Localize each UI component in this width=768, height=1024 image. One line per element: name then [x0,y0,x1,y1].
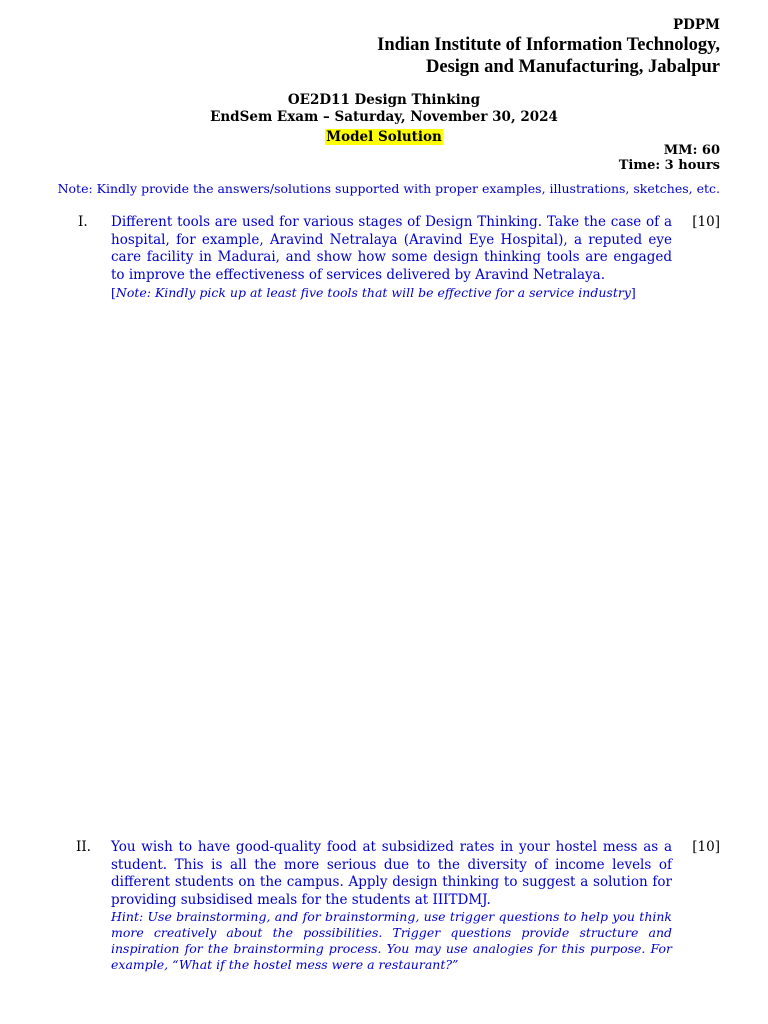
question-text: You wish to have good-quality food at subsidized rates in your hostel mess as a student. This is all the more serious due to the diversity of income levels of different students on the campus. Apply design thinking to suggest a solution for providing subsidised meals for the students at IIITDMJ. [111,839,672,908]
exam-time: Time: 3 hours [618,158,720,173]
question-marks: [10] [692,839,720,855]
document-code: PDPM [673,17,720,33]
question-text: Different tools are used for various stages of Design Thinking. Take the case of a hospital, for example, Aravind Netralaya (Aravind Eye Hospital), a reputed eye care facility in Madurai, and show how some design thinking tools are engaged to improve the effectiveness of services delivered by Aravind Netralaya. [111,214,672,283]
max-marks: MM: 60 [663,143,720,158]
exam-note: Note: Kindly provide the answers/solutions supported with proper examples, illustrations, sketches, etc. [57,181,720,196]
question-number: II. [76,839,91,855]
institute-name-line1: Indian Institute of Information Technology, [377,35,720,55]
model-solution-highlight: Model Solution [326,129,442,145]
question-marks: [10] [692,214,720,230]
question-body [111,839,672,973]
question-number: I. [78,214,88,230]
institute-name-line2: Design and Manufacturing, Jabalpur [426,57,720,77]
question-hint: Hint: Use brainstorming, and for brainstorming, use trigger questions to help you think more creatively about the possibilities. Trigger questions provide structure and inspiration for the brainstorming process. You may use analogies for this purpose. For example, “What if the hostel mess were a restaurant?” [111,909,672,972]
exam-title: EndSem Exam – Saturday, November 30, 2024 [210,109,558,125]
course-title: OE2D11 Design Thinking [287,92,481,108]
question-note: [Note: Kindly pick up at least five tools that will be effective for a service industry] [111,285,636,300]
model-solution-label [0,126,768,145]
question-note-text: Note: Kindly pick up at least five tools that will be effective for a service industry [115,285,631,300]
question-body [111,214,672,302]
